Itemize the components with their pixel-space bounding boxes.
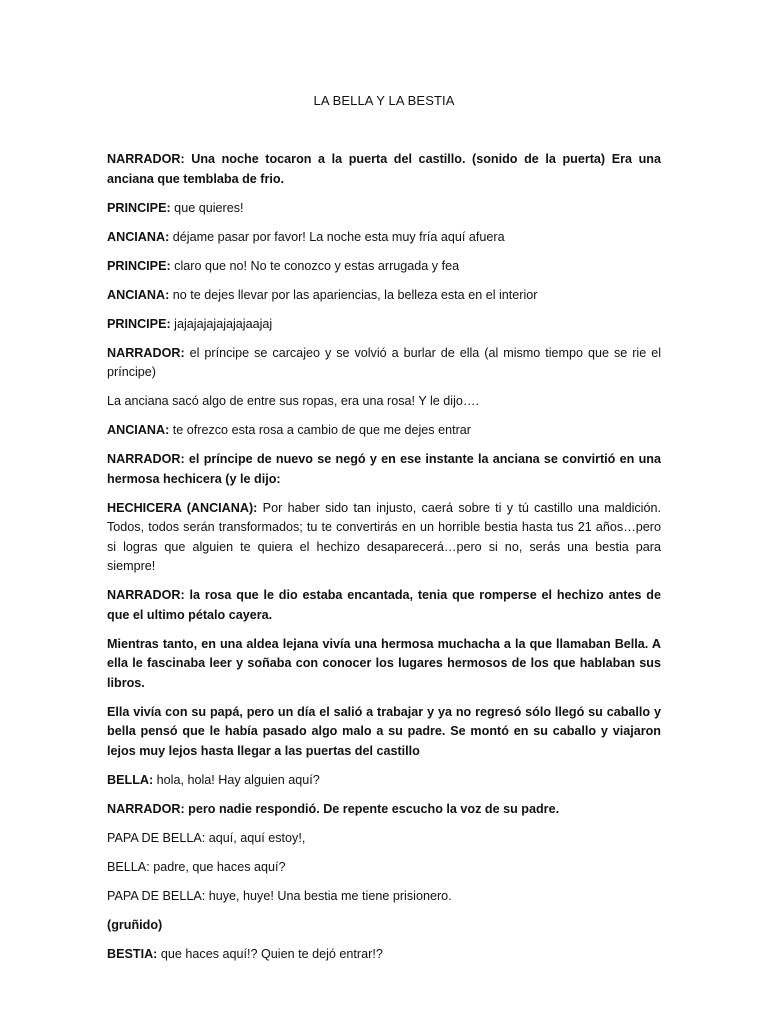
paragraph-text: hola, hola! Hay alguien aquí? [153,772,320,787]
speaker-label: PRINCIPE: [107,200,171,215]
script-paragraph [107,635,661,694]
speaker-label: NARRADOR: [107,801,185,816]
script-paragraph [107,421,661,441]
document-body [107,150,661,974]
paragraph-text: Una noche tocaron a la puerta del castillo. (sonido de la puerta) Era una anciana que temblaba de frio. [107,152,661,186]
speaker-label: BELLA: [107,772,154,787]
script-paragraph [107,800,661,820]
speaker-label: ANCIANA: [107,287,170,302]
script-paragraph [107,887,661,907]
script-paragraph [107,199,661,219]
paragraph-text: Por haber sido tan injusto, caerá sobre ti y tú castillo una maldición. Todos, todos serán transformados; tu te convertirás en un horrible bestia hasta tus 21 años…pero si logras que alguien te quiera el hechizo desaparecerá…pero si no, serás una bestia para siempre! [107,500,661,573]
speaker-label: NARRADOR: [107,345,185,360]
script-paragraph [107,228,661,248]
script-paragraph [107,858,661,878]
speaker-label: BESTIA: [107,946,158,961]
script-paragraph [107,257,661,277]
speaker-label: NARRADOR: [107,152,185,166]
paragraph-text: BELLA: padre, que haces aquí? [107,859,286,874]
script-paragraph [107,286,661,306]
paragraph-text: PAPA DE BELLA: huye, huye! Una bestia me tiene prisionero. [107,888,452,903]
paragraph-text: el príncipe se carcajeo y se volvió a burlar de ella (al mismo tiempo que se rie el príncipe) [107,345,661,379]
paragraph-text: Mientras tanto, en una aldea lejana vivía una hermosa muchacha a la que llamaban Bella. A ella le fascinaba leer y soñaba con conocer los lugares hermosos de los que hablaban sus libros. [107,636,661,690]
script-paragraph [107,586,661,625]
paragraph-text: La anciana sacó algo de entre sus ropas, era una rosa! Y le dijo…. [107,394,479,408]
speaker-label: HECHICERA (ANCIANA): [107,500,258,515]
speaker-label: PRINCIPE: [107,258,171,273]
script-paragraph [107,945,661,965]
script-paragraph [107,916,661,936]
speaker-label: PRINCIPE: [107,316,171,331]
document-page [107,0,661,1024]
document-title: LA BELLA Y LA BESTIA [313,93,455,108]
paragraph-text: (gruñido) [107,917,163,932]
script-paragraph [107,703,661,762]
script-paragraph [107,450,661,489]
paragraph-text: la rosa que le dio estaba encantada, tenia que romperse el hechizo antes de que el ultimo pétalo cayera. [107,588,661,622]
paragraph-text: jajajajajajajajaajaj [170,316,273,331]
paragraph-text: te ofrezco esta rosa a cambio de que me dejes entrar [169,423,471,437]
script-paragraph [107,150,661,189]
speaker-label: ANCIANA: [107,229,170,244]
speaker-label: NARRADOR: [107,452,185,466]
script-paragraph [107,344,661,383]
script-paragraph [107,392,661,412]
paragraph-text: claro que no! No te conozco y estas arrugada y fea [170,258,460,273]
paragraph-text: pero nadie respondió. De repente escucho la voz de su padre. [184,801,560,816]
speaker-label: ANCIANA: [107,423,170,437]
paragraph-text: el príncipe de nuevo se negó y en ese instante la anciana se convirtió en una hermosa hechicera (y le dijo: [107,452,661,486]
paragraph-text: no te dejes llevar por las apariencias, la belleza esta en el interior [169,287,538,302]
paragraph-text: déjame pasar por favor! La noche esta muy fría aquí afuera [169,229,505,244]
paragraph-text: que haces aquí!? Quien te dejó entrar!? [157,946,383,961]
paragraph-text: Ella vivía con su papá, pero un día el salió a trabajar y ya no regresó sólo llegó su caballo y bella pensó que le había pasado algo malo a su padre. Se montó en su caballo y viajaron lejos muy lejos hasta llegar a las puertas del castillo [107,704,661,758]
script-paragraph [107,315,661,335]
script-paragraph [107,829,661,849]
paragraph-text: PAPA DE BELLA: aquí, aquí estoy!, [107,830,306,845]
script-paragraph [107,499,661,577]
script-paragraph [107,771,661,791]
paragraph-text: que quieres! [170,200,244,215]
speaker-label: NARRADOR: [107,588,185,602]
